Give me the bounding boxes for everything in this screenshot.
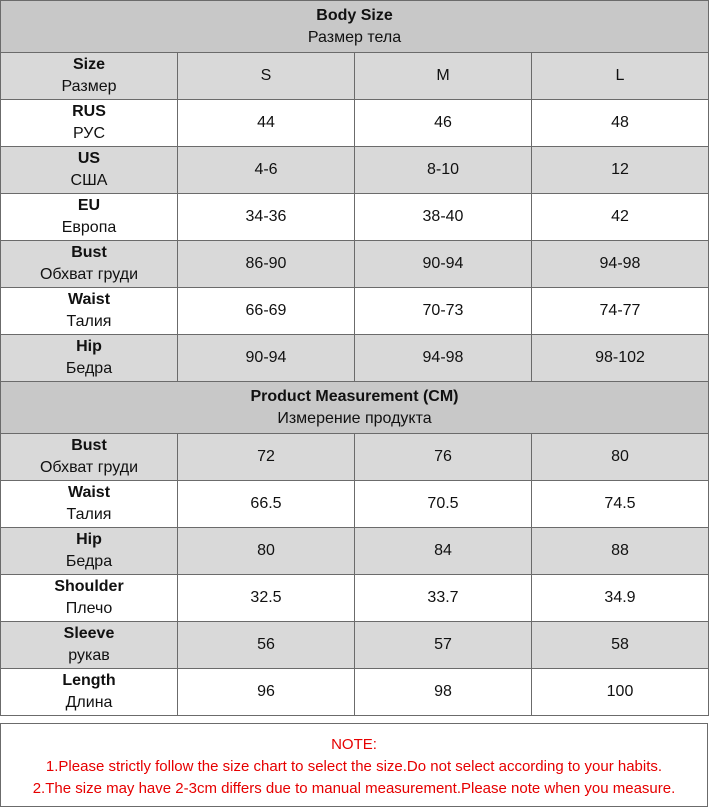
table-cell: 33.7 (355, 575, 532, 622)
row-label-en: Bust (71, 244, 107, 261)
table-cell: 34.9 (532, 575, 709, 622)
table-row (1, 434, 709, 481)
table-cell: 96 (178, 669, 355, 716)
row-label-ru: Плечо (65, 600, 113, 617)
table-cell: 98-102 (532, 335, 709, 382)
row-label-ru: США (70, 172, 108, 189)
table-cell: 58 (532, 622, 709, 669)
note-title: NOTE: (331, 736, 377, 753)
note-box (0, 723, 708, 807)
row-label-en: Length (62, 672, 116, 689)
table-cell: 56 (178, 622, 355, 669)
table-cell: 74.5 (532, 481, 709, 528)
row-label-en: RUS (72, 103, 106, 120)
table-cell: 80 (178, 528, 355, 575)
row-label-ru: Обхват груди (39, 266, 138, 283)
row-label-ru: Талия (66, 506, 112, 523)
row-label (1, 194, 178, 241)
table-cell: 66-69 (178, 288, 355, 335)
size-header-row (1, 53, 709, 100)
table-cell: 72 (178, 434, 355, 481)
row-label-en: Waist (67, 484, 111, 501)
row-label-en: Sleeve (63, 625, 115, 642)
size-col-s: S (178, 53, 355, 100)
table-cell: 42 (532, 194, 709, 241)
row-label-ru: Талия (66, 313, 112, 330)
table-cell: 94-98 (532, 241, 709, 288)
row-label-ru: рукав (68, 647, 110, 664)
row-label-ru: Размер (61, 78, 117, 95)
row-label-en: US (77, 150, 101, 167)
table-cell: 8-10 (355, 147, 532, 194)
row-label (1, 669, 178, 716)
row-label (1, 575, 178, 622)
table-cell: 90-94 (178, 335, 355, 382)
table-cell: 38-40 (355, 194, 532, 241)
table-cell: 32.5 (178, 575, 355, 622)
table-cell: 90-94 (355, 241, 532, 288)
table-cell: 46 (355, 100, 532, 147)
table-cell: 34-36 (178, 194, 355, 241)
note-line-1: 1.Please strictly follow the size chart to select the size.Do not select according to your habits. (45, 758, 663, 775)
row-label (1, 528, 178, 575)
product-measurement-title-ru: Измерение продукта (277, 409, 432, 427)
table-cell: 98 (355, 669, 532, 716)
table-cell: 86-90 (178, 241, 355, 288)
table-row (1, 100, 709, 147)
table-row (1, 481, 709, 528)
row-label-en: EU (77, 197, 101, 214)
table-cell: 80 (532, 434, 709, 481)
row-label-ru: Обхват груди (39, 459, 138, 476)
row-label (1, 147, 178, 194)
row-label (1, 241, 178, 288)
row-label-ru: РУС (72, 125, 106, 142)
row-label-en: Bust (71, 437, 107, 454)
table-cell: 94-98 (355, 335, 532, 382)
table-cell: 12 (532, 147, 709, 194)
row-label-en: Shoulder (54, 578, 124, 595)
body-size-section-header (1, 1, 709, 53)
table-row (1, 669, 709, 716)
row-label (1, 53, 178, 100)
row-label-en: Size (72, 56, 105, 73)
row-label-en: Hip (76, 531, 102, 548)
size-col-l: L (532, 53, 709, 100)
table-cell: 66.5 (178, 481, 355, 528)
table-row (1, 622, 709, 669)
table-cell: 57 (355, 622, 532, 669)
product-measurement-title-en: Product Measurement (CM) (250, 387, 459, 405)
table-cell: 48 (532, 100, 709, 147)
row-label (1, 100, 178, 147)
table-row (1, 288, 709, 335)
table-row (1, 194, 709, 241)
table-cell: 74-77 (532, 288, 709, 335)
row-label-ru: Европа (61, 219, 117, 236)
note-line-2: 2.The size may have 2-3cm differs due to manual measurement.Please note when you measure. (32, 780, 676, 797)
table-row (1, 147, 709, 194)
table-cell: 88 (532, 528, 709, 575)
body-size-title-en: Body Size (316, 6, 393, 24)
table-row (1, 575, 709, 622)
row-label (1, 335, 178, 382)
table-cell: 4-6 (178, 147, 355, 194)
row-label (1, 288, 178, 335)
row-label (1, 434, 178, 481)
table-row (1, 335, 709, 382)
table-cell: 100 (532, 669, 709, 716)
body-size-title-ru: Размер тела (307, 28, 402, 46)
row-label-en: Hip (76, 338, 102, 355)
row-label-ru: Бедра (65, 553, 113, 570)
row-label-ru: Длина (65, 694, 113, 711)
table-cell: 76 (355, 434, 532, 481)
row-label (1, 481, 178, 528)
table-cell: 44 (178, 100, 355, 147)
product-measurement-section-header (1, 382, 709, 434)
size-col-m: M (355, 53, 532, 100)
row-label-ru: Бедра (65, 360, 113, 377)
table-cell: 70.5 (355, 481, 532, 528)
row-label (1, 622, 178, 669)
table-row (1, 241, 709, 288)
table-row (1, 528, 709, 575)
row-label-en: Waist (67, 291, 111, 308)
table-cell: 84 (355, 528, 532, 575)
table-cell: 70-73 (355, 288, 532, 335)
